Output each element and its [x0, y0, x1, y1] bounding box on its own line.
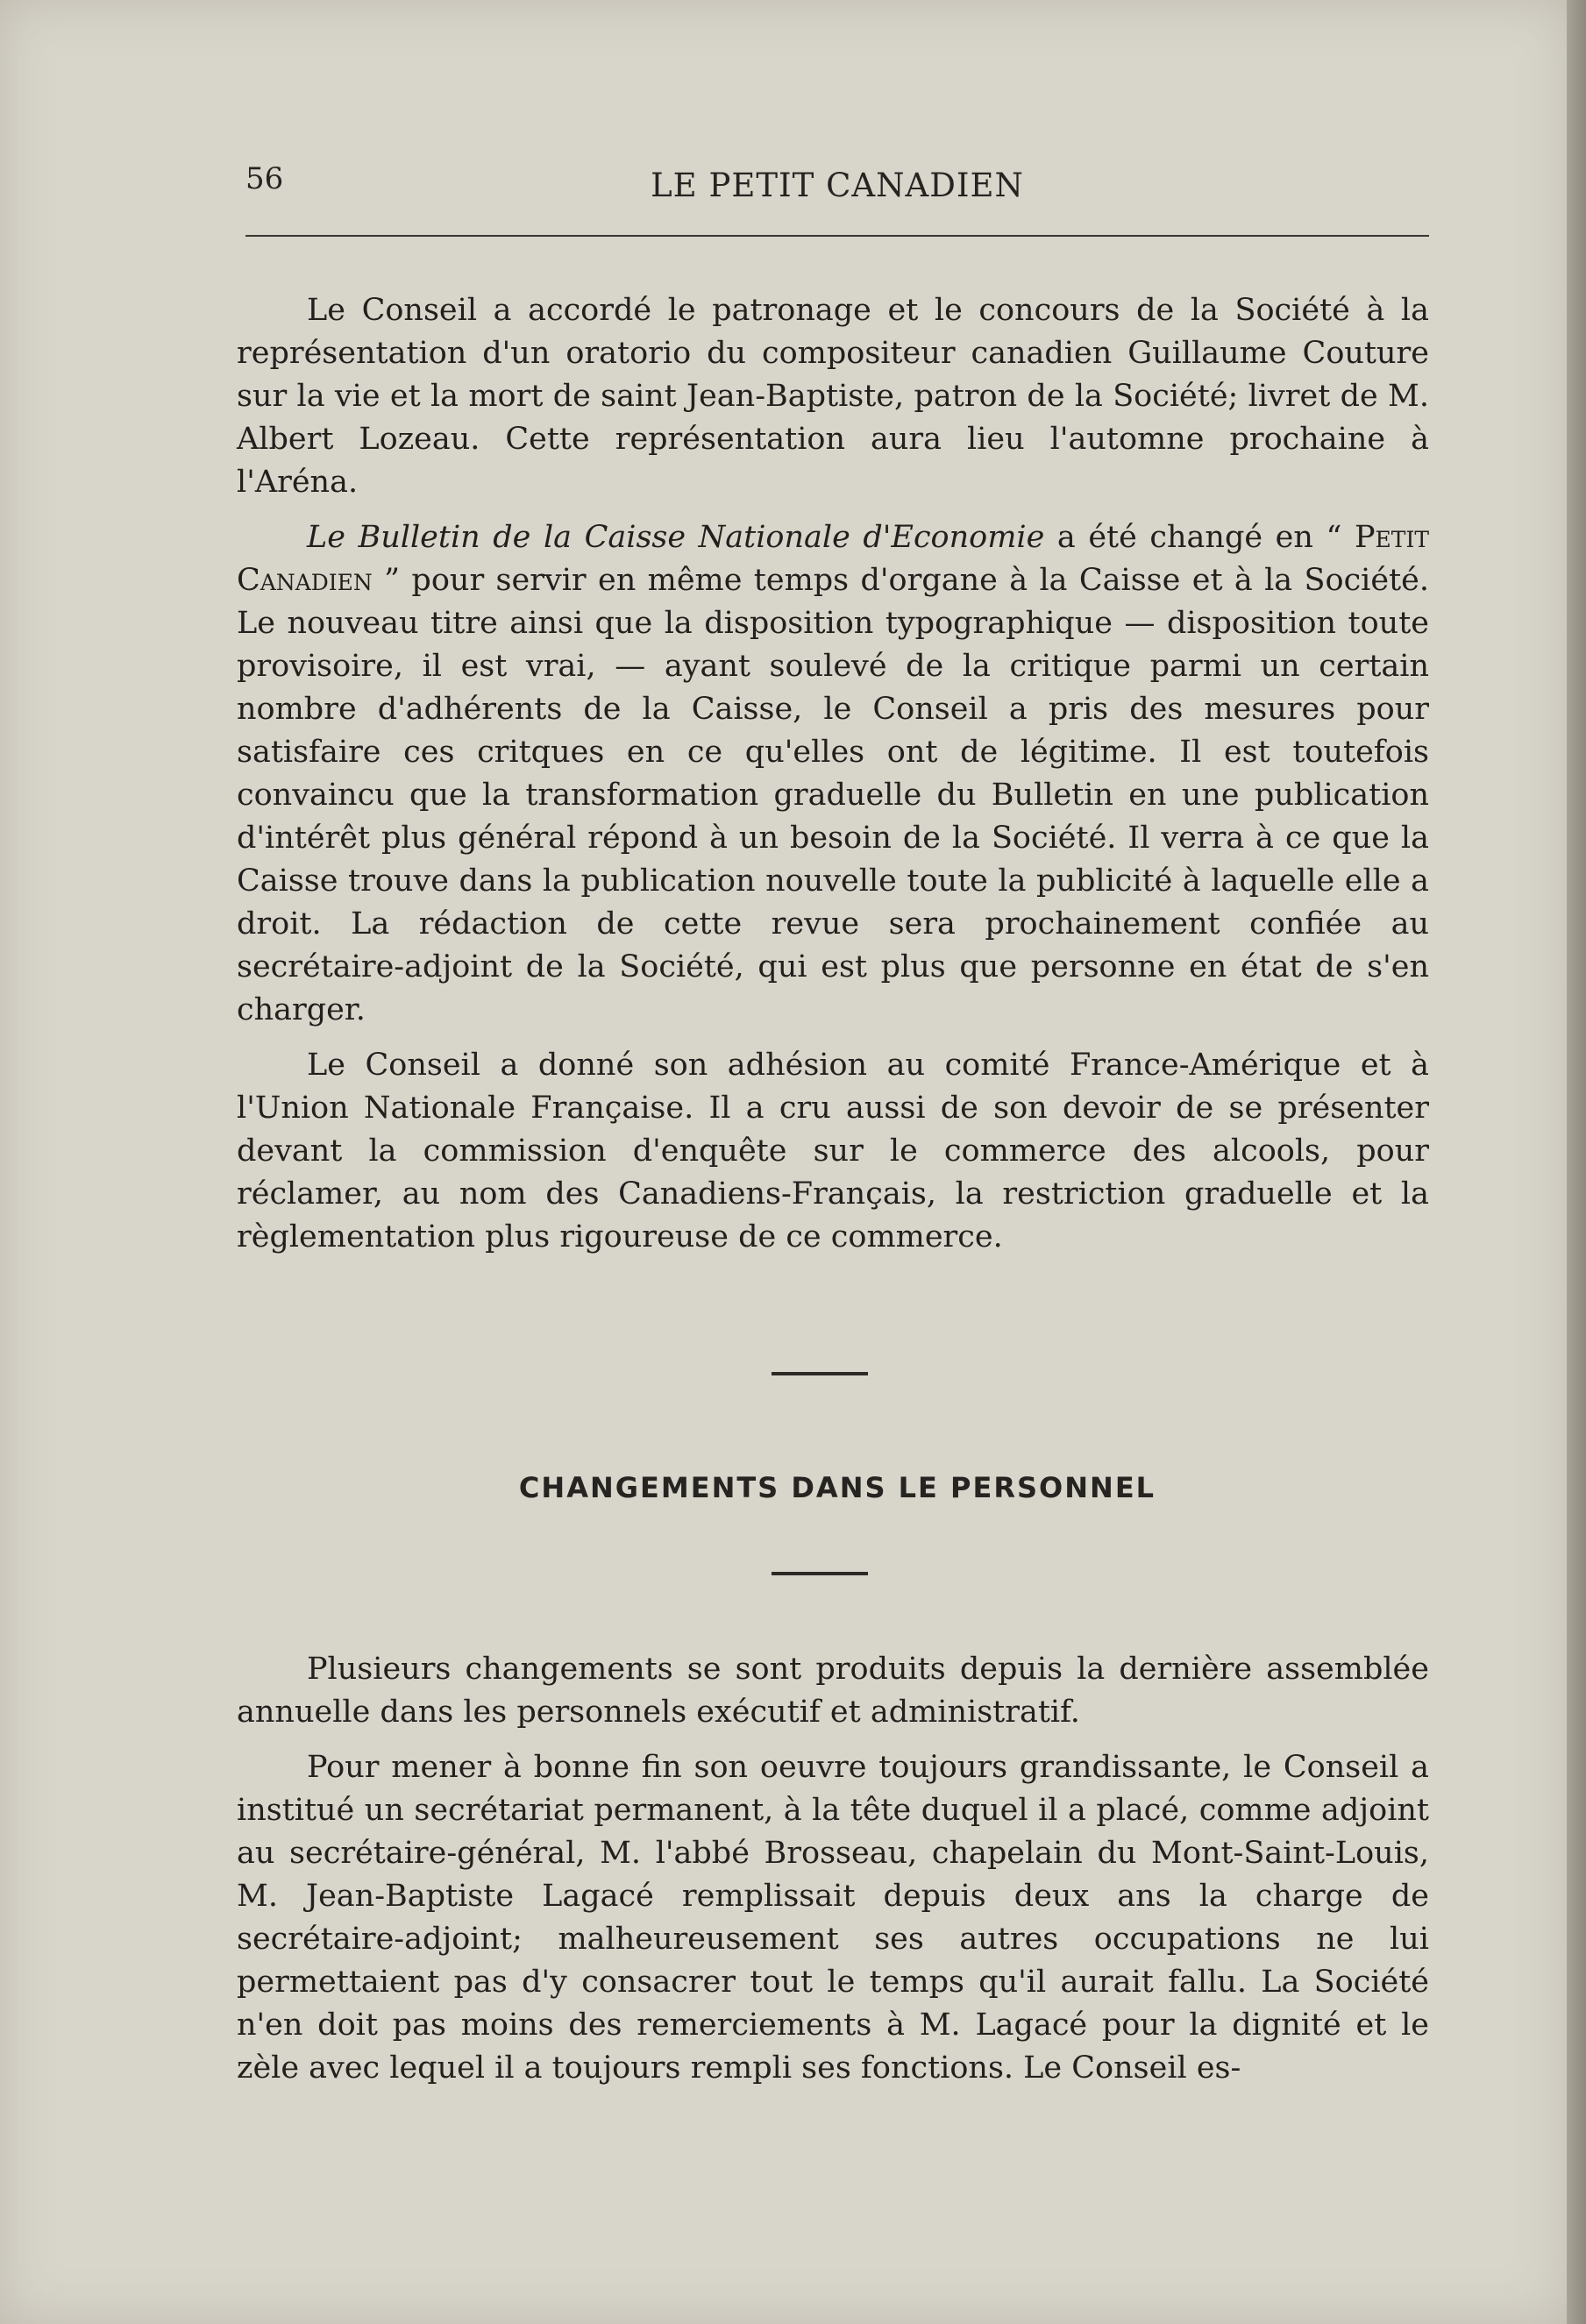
paragraph-adhesion: Le Conseil a donné son adhésion au comité France-Amérique et à l'Union Nationale Française. Il a cru aussi de son devoir de se présenter devant la commission d'enquête sur le commerce des alcools, pour réclamer, au nom des Canadiens-Français, la restriction graduelle et la règlementation plus rigoureuse de ce commerce. [237, 1048, 1429, 1254]
page-number: 56 [245, 161, 284, 196]
header-rule [245, 235, 1429, 237]
running-head [245, 158, 1429, 210]
ornament-rule-top [772, 1372, 868, 1375]
ornament-rule-bottom [772, 1572, 868, 1575]
body-text-lower [237, 1648, 1429, 2102]
paragraph-changements: Plusieurs changements se sont produits depuis la dernière assemblée annuelle dans les personnels exécutif et administratif. [237, 1652, 1429, 1730]
running-title: LE PETIT CANADIEN [651, 167, 1024, 204]
bulletin-text-a: a été changé en “ [1044, 520, 1355, 555]
section-heading: CHANGEMENTS DANS LE PERSONNEL [518, 1471, 1156, 1504]
paragraph-secretariat: Pour mener à bonne fin son oeuvre toujours grandissante, le Conseil a institué un secrétariat permanent, à la tête duquel il a placé, comme adjoint au secrétaire-général, M. l'abbé Brosseau, chapelain du Mont-Saint-Louis, M. Jean-Baptiste Lagacé remplissait depuis deux ans la charge de secrétaire-adjoint; malheureusement ses autres occupations ne lui permettaient pas d'y consacrer tout le temps qu'il aurait fallu. La Société n'en doit pas moins des remerciements à M. Lagacé pour la dignité et le zèle avec lequel il a toujours rempli ses fonctions. Le Conseil es- [237, 1750, 1429, 2086]
page-edge [1567, 0, 1586, 2324]
petit-canadien-name: Petit Canadien [237, 520, 1429, 598]
bulletin-text-b: ” pour servir en même temps d'organe à la Caisse et à la Société. Le nouveau titre ainsi que la disposition typographique — disposition toute provisoire, il est vrai, — ayant soulevé de la critique parmi un certain nombre d'adhérents de la Caisse, le Conseil a pris des mesures pour satisfaire ces critques en ce qu'elles ont de légitime. Il est toutefois convaincu que la transformation graduelle du Bulletin en une publication d'intérêt plus général répond à un besoin de la Société. Il verra à ce que la Caisse trouve dans la publication nouvelle toute la publicité à laquelle elle a droit. La rédaction de cette revue sera prochainement confiée au secrétaire-adjoint de la Société, qui est plus que personne en état de s'en charger. [237, 563, 1429, 1027]
body-text-upper [237, 289, 1429, 1271]
paragraph-bulletin [237, 516, 1429, 1032]
paragraph-oratorio: Le Conseil a accordé le patronage et le concours de la Société à la représentation d'un oratorio du compositeur canadien Guillaume Couture sur la vie et la mort de saint Jean-Baptiste, patron de la Société; livret de M. Albert Lozeau. Cette représentation aura lieu l'automne prochaine à l'Aréna. [237, 293, 1429, 500]
bulletin-title: Le Bulletin de la Caisse Nationale d'Economie [307, 520, 1045, 555]
